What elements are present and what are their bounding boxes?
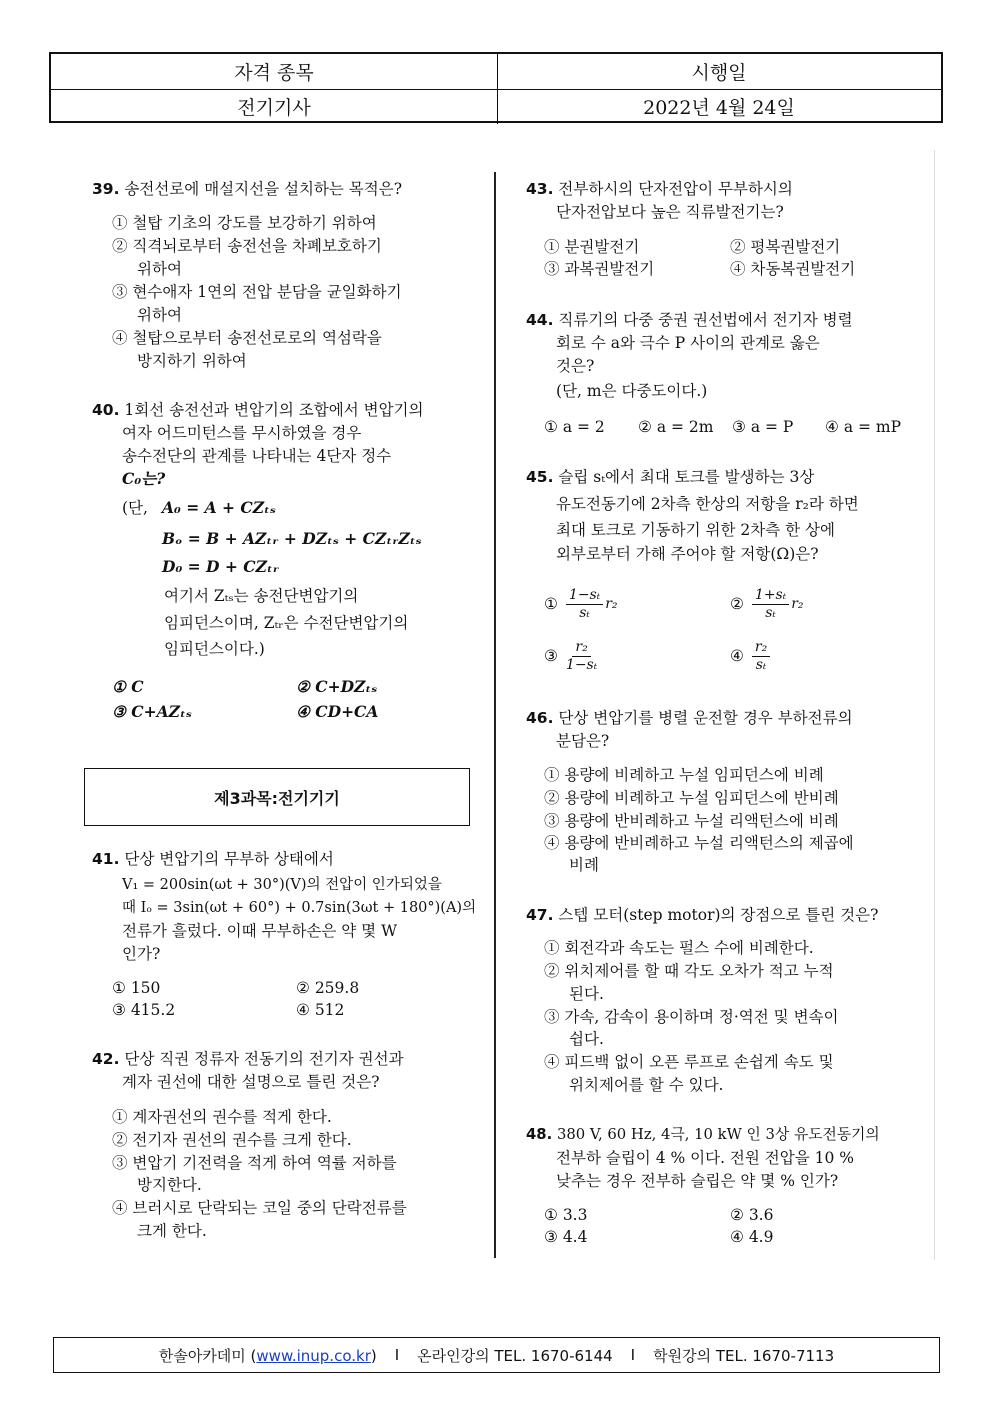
question-number: 41. bbox=[92, 850, 120, 868]
option-marker: ① bbox=[544, 595, 558, 613]
fraction-denominator: sₜ bbox=[755, 656, 767, 673]
option-2: ② 직격뇌로부터 송전선을 차폐보호하기 bbox=[112, 237, 382, 255]
academy-name: 한솔아카데미 ( bbox=[158, 1346, 257, 1365]
question-text: 송전선로에 매설지선을 설치하는 목적은? bbox=[124, 180, 403, 198]
option-3: ③ 변압기 기전력을 적게 하여 역률 저하를 bbox=[112, 1154, 397, 1172]
note-line: 여기서 Zₜₛ는 송전단변압기의 bbox=[164, 587, 359, 605]
question-text-line: 회로 수 a와 극수 P 사이의 관계로 옳은 bbox=[556, 334, 820, 352]
question-48-stem bbox=[526, 1124, 880, 1146]
paren-close: ) bbox=[370, 1346, 377, 1365]
question-text: 380 V, 60 Hz, 4극, 10 kW 인 3상 유도전동기의 bbox=[556, 1126, 880, 1143]
option-4: ④ CD+CA bbox=[296, 702, 379, 721]
question-47-stem bbox=[526, 904, 878, 926]
question-text: 전부하시의 단자전압이 무부하시의 bbox=[558, 180, 793, 198]
option-2: ② C+DZₜₛ bbox=[296, 677, 378, 696]
question-text-line: 단자전압보다 높은 직류발전기는? bbox=[556, 203, 784, 221]
option-3: ③ 과복권발전기 bbox=[544, 260, 655, 278]
question-text: 1회선 송전선과 변압기의 조합에서 변압기의 bbox=[124, 401, 424, 419]
option-3: ③ 415.2 bbox=[112, 1001, 176, 1019]
option-2: ② 평복권발전기 bbox=[730, 238, 841, 256]
option-3: ③ C+AZₜₛ bbox=[112, 702, 192, 721]
option-4-cont: 위치제어를 할 수 있다. bbox=[569, 1076, 724, 1094]
option-4: ④ 피드백 없이 오픈 루프로 손쉽게 속도 및 bbox=[544, 1053, 834, 1071]
question-text-line: 여자 어드미턴스를 무시하였을 경우 bbox=[122, 424, 362, 442]
option-2: ② 용량에 비례하고 누설 임피던스에 반비례 bbox=[544, 789, 839, 807]
option-3 bbox=[544, 634, 597, 678]
option-1: ① 회전각과 속도는 펄스 수에 비례한다. bbox=[544, 939, 814, 957]
equation-d0: D₀ = D + CZₜᵣ bbox=[162, 557, 280, 576]
question-text: 슬립 sₜ에서 최대 토크를 발생하는 3상 bbox=[558, 468, 815, 486]
fraction bbox=[566, 639, 597, 674]
option-3: ③ 가속, 감속이 용이하며 정·역전 및 변속이 bbox=[544, 1008, 839, 1026]
question-text: 단상 직권 정류자 전동기의 전기자 권선과 bbox=[124, 1050, 404, 1068]
option-2: ② 전기자 권선의 권수를 크게 한다. bbox=[112, 1131, 352, 1149]
option-4: ④ 브러시로 단락되는 코일 중의 단락전류를 bbox=[112, 1199, 407, 1217]
question-text-line: 인가? bbox=[122, 945, 161, 963]
equation-a0: A₀ = A + CZₜₛ bbox=[162, 498, 276, 517]
condition-open: (단, bbox=[122, 499, 148, 517]
exam-subject-value: 전기기사 bbox=[51, 89, 498, 124]
option-marker: ④ bbox=[730, 647, 744, 665]
option-4: ④ 차동복권발전기 bbox=[730, 260, 856, 278]
question-text-line: 전류가 흘렀다. 이때 무부하손은 약 몇 W bbox=[122, 922, 398, 940]
exam-date-value: 2022년 4월 24일 bbox=[643, 97, 795, 119]
option-1: ① 150 bbox=[112, 979, 161, 997]
note-line: 임피던스이다.) bbox=[164, 640, 265, 658]
question-text-line: 분담은? bbox=[556, 732, 610, 750]
question-number: 44. bbox=[526, 311, 554, 329]
offline-lecture-phone: 학원강의 TEL. 1670-7113 bbox=[653, 1346, 835, 1365]
question-number: 45. bbox=[526, 468, 554, 486]
option-2-cont: 된다. bbox=[569, 985, 604, 1003]
question-number: 48. bbox=[526, 1126, 553, 1143]
question-43-stem bbox=[526, 178, 793, 200]
footer-academy bbox=[159, 1345, 377, 1366]
question-text: 단상 변압기의 무부하 상태에서 bbox=[124, 850, 334, 868]
fraction-denominator: sₜ bbox=[579, 604, 590, 621]
option-1: ① 계자권선의 권수를 적게 한다. bbox=[112, 1108, 332, 1126]
option-2: ② 259.8 bbox=[296, 979, 360, 997]
option-4-cont: 방지하기 위하여 bbox=[137, 352, 247, 370]
fraction-factor: r₂ bbox=[791, 596, 804, 612]
option-2 bbox=[730, 582, 804, 626]
fraction bbox=[752, 587, 789, 622]
footer-bar bbox=[53, 1337, 940, 1373]
question-text-line: 때 Iₒ = 3sin(ωt + 60°) + 0.7sin(3ωt + 180°)(A)의 bbox=[122, 900, 477, 916]
option-1: ① C bbox=[112, 677, 144, 696]
option-1: ① 분권발전기 bbox=[544, 238, 640, 256]
value-row bbox=[51, 89, 941, 124]
fraction-denominator: sₜ bbox=[765, 604, 776, 621]
question-text-line: 것은? bbox=[556, 357, 595, 375]
question-text-line: 전부하 슬립이 4 % 이다. 전원 전압을 10 % bbox=[556, 1149, 855, 1167]
fraction bbox=[566, 587, 603, 622]
note-line: 임피던스이며, Zₜᵣ은 수전단변압기의 bbox=[164, 614, 409, 632]
question-text-line: 유도전동기에 2차측 한상의 저항을 r₂라 하면 bbox=[556, 495, 859, 513]
option-1: ① 3.3 bbox=[544, 1206, 588, 1224]
option-1: ① 철탑 기초의 강도를 보강하기 위하여 bbox=[112, 214, 377, 232]
column-divider bbox=[494, 172, 496, 1258]
question-39-stem bbox=[92, 178, 402, 200]
website-link[interactable]: www.inup.co.kr bbox=[256, 1346, 371, 1365]
question-text-line: 계자 권선에 대한 설명으로 틀린 것은? bbox=[122, 1073, 380, 1091]
section-title: 제3과목:전기기기 bbox=[84, 768, 470, 826]
question-44-stem bbox=[526, 309, 853, 331]
question-text-line: 낮추는 경우 전부하 슬립은 약 몇 % 인가? bbox=[556, 1172, 839, 1190]
option-4 bbox=[730, 634, 770, 678]
question-text-line: V₁ = 200sin(ωt + 30°)(V)의 전압이 인가되었을 bbox=[122, 877, 442, 893]
question-number: 39. bbox=[92, 180, 120, 198]
question-number: 47. bbox=[526, 906, 554, 924]
option-2: ② 위치제어를 할 때 각도 오차가 적고 누적 bbox=[544, 962, 834, 980]
footer-separator: I bbox=[394, 1346, 400, 1364]
footer-separator: I bbox=[630, 1346, 636, 1364]
question-text: 단상 변압기를 병렬 운전할 경우 부하전류의 bbox=[558, 709, 853, 727]
online-lecture-phone: 온라인강의 TEL. 1670-6144 bbox=[417, 1346, 613, 1365]
question-number: 43. bbox=[526, 180, 554, 198]
question-text: 스텝 모터(step motor)의 장점으로 틀린 것은? bbox=[558, 906, 879, 924]
option-4: ④ a = mP bbox=[825, 418, 902, 436]
option-2: ② a = 2m bbox=[638, 418, 714, 436]
fraction-factor: r₂ bbox=[605, 596, 618, 612]
fraction-denominator: 1−sₜ bbox=[565, 656, 598, 673]
question-text-line: 외부로부터 가해 주어야 할 저항(Ω)은? bbox=[556, 545, 819, 563]
exam-info-table bbox=[49, 52, 943, 123]
option-3-cont: 위하여 bbox=[137, 306, 182, 324]
fraction-numerator: 1+sₜ bbox=[752, 587, 789, 605]
option-marker: ② bbox=[730, 595, 744, 613]
question-42-stem bbox=[92, 1048, 404, 1070]
option-2: ② 3.6 bbox=[730, 1206, 774, 1224]
option-3-cont: 방지한다. bbox=[137, 1176, 202, 1194]
question-number: 42. bbox=[92, 1050, 120, 1068]
question-condition: (단, m은 다중도이다.) bbox=[556, 382, 708, 400]
question-45-stem bbox=[526, 466, 814, 488]
header-row bbox=[51, 54, 941, 90]
option-4: ④ 4.9 bbox=[730, 1228, 774, 1246]
option-1: ① 용량에 비례하고 누설 임피던스에 비례 bbox=[544, 766, 824, 784]
question-text-line: 최대 토크로 기동하기 위한 2차측 한 상에 bbox=[556, 521, 835, 539]
option-3-cont: 쉽다. bbox=[569, 1030, 604, 1048]
question-46-stem bbox=[526, 707, 853, 729]
fraction-numerator: r₂ bbox=[752, 639, 770, 657]
fraction-numerator: r₂ bbox=[572, 639, 590, 657]
exam-date-heading: 시행일 bbox=[691, 62, 747, 84]
option-3: ③ 용량에 반비례하고 누설 리액턴스에 비례 bbox=[544, 812, 839, 830]
exam-subject-heading: 자격 종목 bbox=[51, 54, 498, 89]
option-1: ① a = 2 bbox=[544, 418, 605, 436]
fraction bbox=[752, 639, 770, 674]
question-number: 40. bbox=[92, 401, 120, 419]
question-number: 46. bbox=[526, 709, 554, 727]
question-41-stem bbox=[92, 848, 334, 870]
fraction-numerator: 1−sₜ bbox=[566, 587, 603, 605]
question-text: 직류기의 다중 중권 권선법에서 전기자 병렬 bbox=[558, 311, 853, 329]
option-4: ④ 용량에 반비례하고 누설 리액턴스의 제곱에 bbox=[544, 834, 854, 852]
option-2-cont: 위하여 bbox=[137, 260, 182, 278]
equation-bo: Bₒ = B + AZₜᵣ + DZₜₛ + CZₜᵣZₜₛ bbox=[162, 529, 422, 548]
option-3: ③ 현수애자 1연의 전압 분담을 균일화하기 bbox=[112, 283, 402, 301]
option-4: ④ 512 bbox=[296, 1001, 345, 1019]
option-4-cont: 크게 한다. bbox=[137, 1222, 207, 1240]
option-4-cont: 비례 bbox=[569, 856, 599, 874]
option-3: ③ 4.4 bbox=[544, 1228, 588, 1246]
question-text-line: 송수전단의 관계를 나타내는 4단자 정수 bbox=[122, 447, 392, 465]
option-marker: ③ bbox=[544, 647, 558, 665]
option-3: ③ a = P bbox=[732, 418, 794, 436]
right-margin-line bbox=[934, 150, 935, 1260]
question-40-stem bbox=[92, 399, 424, 421]
option-4: ④ 철탑으로부터 송전선로로의 역섬락을 bbox=[112, 329, 382, 347]
question-text-line: C₀는? bbox=[122, 469, 166, 488]
option-1 bbox=[544, 582, 618, 626]
